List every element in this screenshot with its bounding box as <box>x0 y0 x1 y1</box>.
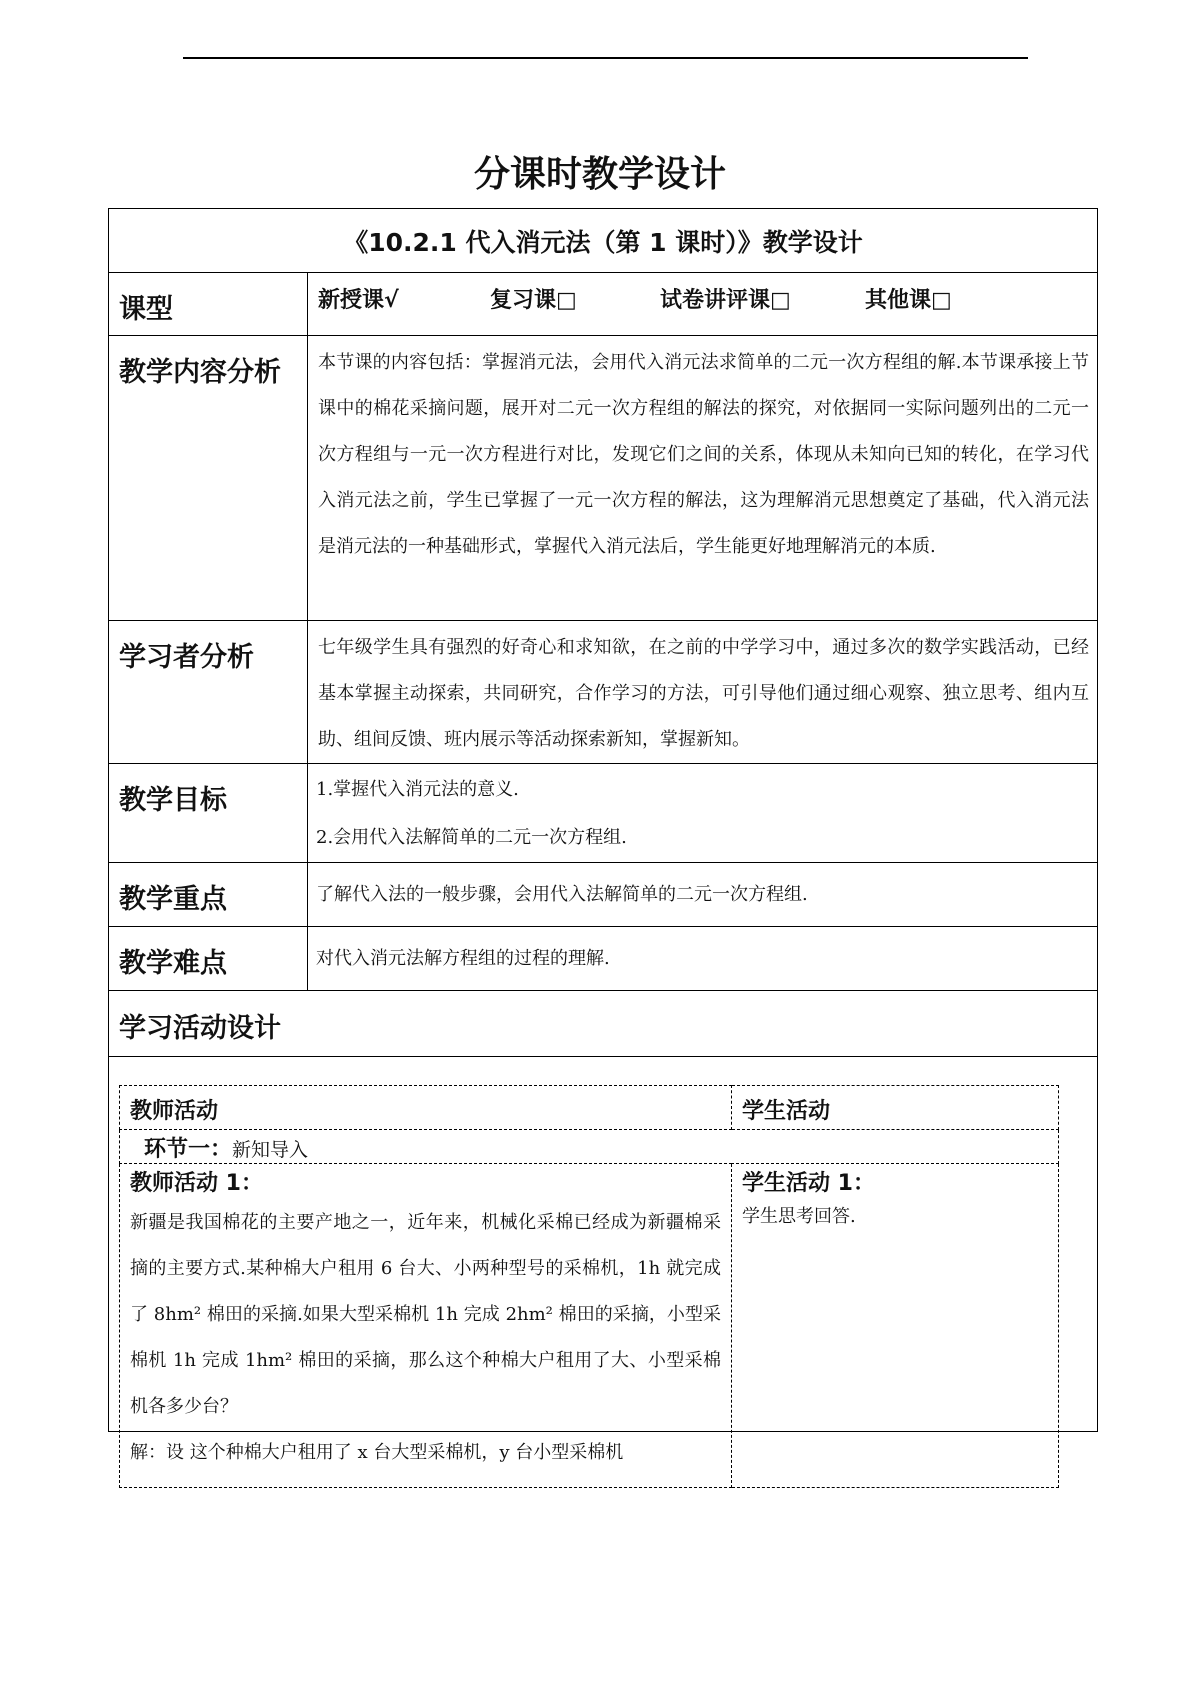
content-analysis-text: 本节课的内容包括：掌握消元法，会用代入消元法求简单的二元一次方程组的解.本节课承接上节课中的棉花采摘问题，展开对二元一次方程组的解法的探究，对依据同一实际问题列出的二元一次方程组与一元一次方程进行对比，发现它们之间的关系，体现从未知向已知的转化，在学习代入消元法之前，学生已掌握了一元一次方程的解法，这为理解消元思想奠定了基础，代入消元法是消元法的一种基础形式，掌握代入消元法后，学生能更好地理解消元的本质. <box>308 336 1098 621</box>
teacher-header: 教师活动 <box>120 1086 732 1130</box>
key-points-text: 了解代入法的一般步骤，会用代入法解简单的二元一次方程组. <box>308 863 1098 927</box>
stage-row <box>120 1130 1059 1164</box>
objectives-label: 教学目标 <box>109 764 308 863</box>
student-activity-text: 学生思考回答. <box>742 1206 856 1227</box>
page-title: 分课时教学设计 <box>473 154 726 195</box>
course-type-options <box>308 273 1098 336</box>
learner-analysis-text: 七年级学生具有强烈的好奇心和求知欲，在之前的中学学习中，通过多次的数学实践活动，已经基本掌握主动探索，共同研究，合作学习的方法，可引导他们通过细心观察、独立思考、组内互助、组间反馈、班内展示等活动探索新知，掌握新知。 <box>308 621 1098 764</box>
teacher-activity-cell <box>120 1164 732 1488</box>
activity-table <box>119 1085 1059 1488</box>
course-type-review: 复习课□ <box>490 288 577 313</box>
course-type-exam-review: 试卷讲评课□ <box>660 288 791 313</box>
stage-label: 环节一： <box>144 1137 233 1162</box>
header-rule <box>183 57 1028 59</box>
learner-analysis-label: 学习者分析 <box>109 621 308 764</box>
lesson-plan-table <box>108 208 1098 1463</box>
lesson-title: 《10.2.1 代入消元法（第 1 课时）》教学设计 <box>109 209 1098 273</box>
activity-design-label: 学习活动设计 <box>109 991 1097 1057</box>
difficulties-text: 对代入消元法解方程组的过程的理解. <box>308 927 1098 991</box>
student-header: 学生活动 <box>732 1086 1059 1130</box>
objectives-list <box>308 764 1098 863</box>
stage-name: 新知导入 <box>232 1139 309 1161</box>
objective-item: 2.会用代入法解简单的二元一次方程组. <box>316 827 627 848</box>
teacher-activity-solution: 解：设 这个种棉大户租用了 x 台大型采棉机，y 台小型采棉机 <box>130 1442 624 1463</box>
course-type-label: 课型 <box>109 273 308 336</box>
teacher-activity-title: 教师活动 1： <box>130 1171 263 1196</box>
teacher-activity-text: 新疆是我国棉花的主要产地之一，近年来，机械化采棉已经成为新疆棉采摘的主要方式.某种棉大户租用 6 台大、小两种型号的采棉机，1h 就完成了 8hm² 棉田的采摘.如果大型采棉机 1h 完成 2hm² 棉田的采摘，小型采棉机 1h 完成 1hm² 棉田的采摘，那么这个种棉大户租用了大、小型采棉机各多少台？ <box>130 1212 721 1417</box>
key-points-label: 教学重点 <box>109 863 308 927</box>
student-activity-title: 学生活动 1： <box>742 1171 875 1196</box>
activity-design-section <box>109 991 1098 1463</box>
difficulties-label: 教学难点 <box>109 927 308 991</box>
course-type-new: 新授课√ <box>318 288 399 313</box>
objective-item: 1.掌握代入消元法的意义. <box>316 779 519 800</box>
content-analysis-label: 教学内容分析 <box>109 336 308 621</box>
student-activity-cell <box>732 1164 1059 1488</box>
course-type-other: 其他课□ <box>865 288 952 313</box>
